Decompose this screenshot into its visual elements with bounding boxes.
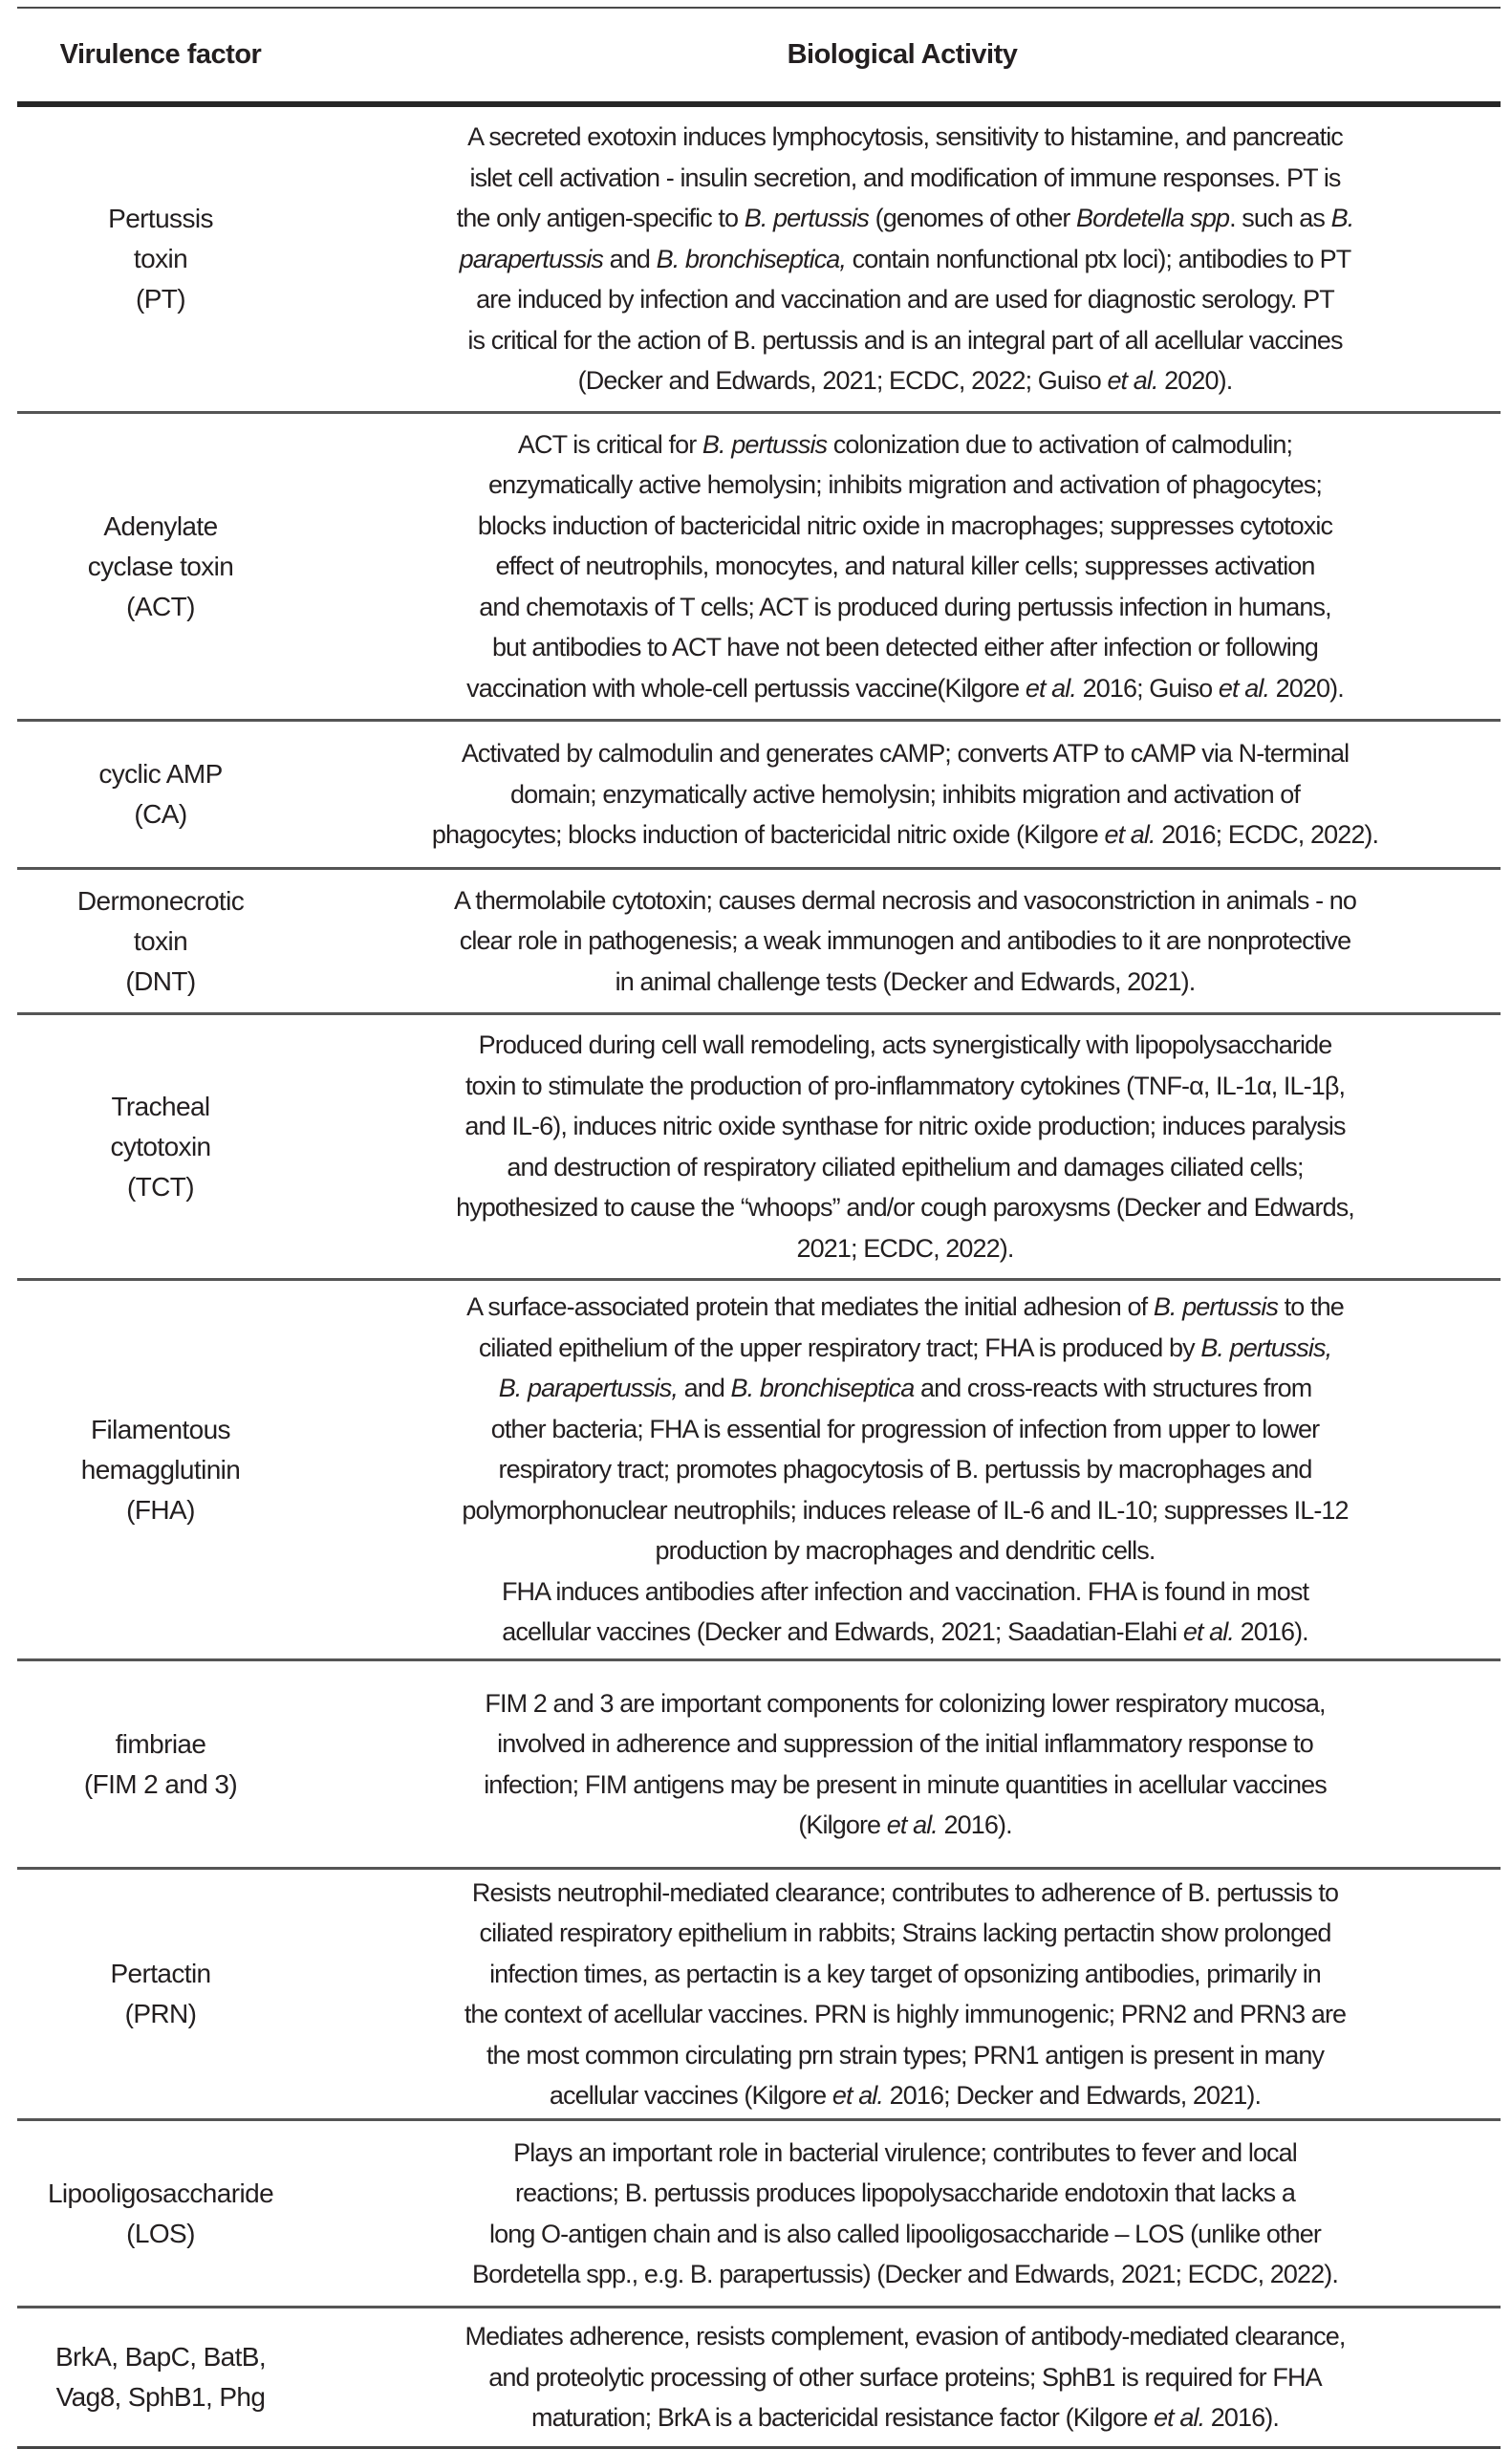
text: polymorphonuclear neutrophils; induces release of IL-6 and IL-10; suppresses IL-12 bbox=[462, 1495, 1349, 1525]
activity-line bbox=[310, 1723, 1501, 1765]
activity-line bbox=[310, 360, 1501, 401]
activity-line bbox=[310, 587, 1501, 628]
activity-line bbox=[310, 1409, 1501, 1450]
activity-line bbox=[310, 774, 1501, 815]
text: the most common circulating prn strain types; PRN1 antigen is present in many bbox=[486, 2040, 1325, 2070]
italic-text: B. pertussis bbox=[1153, 1292, 1279, 1322]
activity-line bbox=[310, 1025, 1501, 1066]
factor-name-line: cyclase toxin bbox=[87, 551, 234, 581]
activity-line bbox=[310, 668, 1501, 709]
table-row bbox=[17, 1015, 1501, 1278]
activity-line bbox=[310, 1913, 1501, 1954]
text: involved in adherence and suppression of the initial inflammatory response to bbox=[497, 1729, 1313, 1758]
text: blocks induction of bactericidal nitric oxide in macrophages; suppresses cytotoxic bbox=[477, 510, 1333, 540]
text: 2016; Decker and Edwards, 2021). bbox=[883, 2081, 1262, 2110]
factor-name-line: (FHA) bbox=[126, 1494, 195, 1525]
factor-name-line: Pertussis bbox=[108, 204, 213, 233]
italic-text: et al. bbox=[832, 2081, 884, 2110]
activity-line bbox=[310, 1228, 1501, 1269]
virulence-factor-cell bbox=[17, 507, 304, 627]
italic-text: Bordetella spp bbox=[1076, 204, 1230, 233]
factor-name-line: Dermonecrotic bbox=[76, 885, 245, 916]
text: enzymatically active hemolysin; inhibits migration and activation of phagocytes; bbox=[488, 470, 1322, 500]
activity-line bbox=[310, 546, 1501, 587]
text: and destruction of respiratory ciliated epithelium and damages ciliated cells; bbox=[507, 1152, 1304, 1181]
activity-line bbox=[310, 158, 1501, 199]
text: are induced by infection and vaccination and are used for diagnostic serology. PT bbox=[476, 285, 1334, 314]
text: to the bbox=[1278, 1292, 1344, 1322]
virulence-factor-cell bbox=[17, 2174, 304, 2254]
activity-line bbox=[310, 279, 1501, 320]
activity-line bbox=[310, 2357, 1501, 2398]
text: vaccination with whole-cell pertussis vaccine(Kilgore bbox=[466, 673, 1026, 703]
activity-line bbox=[310, 1571, 1501, 1613]
virulence-factor-cell bbox=[17, 881, 304, 1002]
text: clear role in pathogenesis; a weak immunogen and antibodies to it are nonprotective bbox=[459, 926, 1351, 956]
text: 2016; ECDC, 2022). bbox=[1155, 820, 1379, 850]
text: Resists neutrophil-mediated clearance; contributes to adherence of B. pertussis to bbox=[471, 1877, 1339, 1907]
factor-name-line: Adenylate bbox=[103, 510, 218, 541]
activity-line bbox=[310, 2133, 1501, 2174]
table-row bbox=[17, 2308, 1501, 2446]
text: and bbox=[677, 1374, 731, 1403]
activity-line bbox=[310, 2254, 1501, 2295]
text: (genomes of other bbox=[869, 204, 1077, 233]
activity-line bbox=[310, 1612, 1501, 1653]
activity-line bbox=[310, 1765, 1501, 1806]
table-row bbox=[17, 1661, 1501, 1867]
text: but antibodies to ACT have not been detected either after infection or following bbox=[491, 633, 1319, 662]
activity-line bbox=[310, 239, 1501, 280]
biological-activity-cell bbox=[304, 1287, 1501, 1653]
text: 2020). bbox=[1269, 673, 1344, 703]
italic-text: B. pertussis bbox=[702, 429, 828, 459]
activity-line bbox=[310, 1994, 1501, 2035]
activity-line bbox=[310, 1147, 1501, 1188]
text: islet cell activation - insulin secretion, and modification of immune responses. PT is bbox=[469, 163, 1341, 192]
factor-name-line: (FIM 2 and 3) bbox=[83, 1768, 238, 1799]
factor-name-line: (PRN) bbox=[124, 1999, 197, 2028]
italic-text: et al. bbox=[1218, 673, 1270, 703]
table-row bbox=[17, 2121, 1501, 2306]
italic-text: B. pertussis bbox=[744, 204, 870, 233]
text: Bordetella spp., e.g. B. parapertussis) (Decker and Edwards, 2021; ECDC, 2022). bbox=[472, 2260, 1338, 2288]
activity-line bbox=[310, 733, 1501, 774]
italic-text: B. parapertussis, bbox=[498, 1374, 678, 1403]
activity-line bbox=[310, 1328, 1501, 1369]
activity-line bbox=[310, 2075, 1501, 2116]
text: and proteolytic processing of other surface proteins; SphB1 is required for FHA bbox=[488, 2362, 1322, 2392]
text: Mediates adherence, resists complement, evasion of antibody-mediated clearance, bbox=[464, 2322, 1346, 2351]
italic-text: B. bronchiseptica bbox=[730, 1374, 915, 1403]
text: long O-antigen chain and is also called lipooligosaccharide – LOS (unlike other bbox=[489, 2219, 1321, 2248]
text: A surface-associated protein that mediates the initial adhesion of bbox=[466, 1292, 1154, 1322]
table-row bbox=[17, 414, 1501, 719]
factor-name-line: (TCT) bbox=[126, 1171, 195, 1202]
activity-line bbox=[310, 1066, 1501, 1107]
factor-name-line: cyclic AMP bbox=[98, 759, 223, 789]
factor-name-line: toxin bbox=[133, 244, 188, 273]
text: and chemotaxis of T cells; ACT is produced during pertussis infection in humans, bbox=[479, 592, 1331, 621]
text: infection times, as pertactin is a key target of opsonizing antibodies, primarily in bbox=[489, 1959, 1321, 1988]
factor-name-line: Lipooligosaccharide bbox=[47, 2178, 274, 2208]
text: FHA induces antibodies after infection and vaccination. FHA is found in most bbox=[501, 1576, 1309, 1606]
text: Plays an important role in bacterial virulence; contributes to fever and local bbox=[513, 2137, 1297, 2167]
factor-name-line: (ACT) bbox=[126, 591, 195, 621]
column-header-virulence-factor: Virulence factor bbox=[59, 39, 262, 70]
table-body bbox=[17, 107, 1501, 2449]
activity-line bbox=[310, 1530, 1501, 1571]
activity-line bbox=[310, 2035, 1501, 2076]
italic-text: et al. bbox=[1182, 1617, 1234, 1647]
virulence-factor-cell bbox=[17, 1724, 304, 1805]
table-row bbox=[17, 1870, 1501, 2118]
italic-text: et al. bbox=[886, 1810, 938, 1839]
text: 2016). bbox=[1204, 2403, 1279, 2433]
activity-line bbox=[310, 2397, 1501, 2438]
activity-line bbox=[310, 424, 1501, 466]
activity-line bbox=[310, 1106, 1501, 1147]
text: effect of neutrophils, monocytes, and natural killer cells; suppresses activation bbox=[495, 552, 1315, 581]
factor-name-line: (DNT) bbox=[125, 965, 196, 996]
biological-activity-cell bbox=[304, 733, 1501, 856]
text: is critical for the action of B. pertussis and is an integral part of all acellular vaccines bbox=[467, 325, 1343, 355]
text: hypothesized to cause the “whoops” and/or cough paroxysms (Decker and Edwards, bbox=[456, 1193, 1354, 1222]
factor-name-line: cytotoxin bbox=[110, 1131, 211, 1161]
virulence-factor-cell bbox=[17, 1410, 304, 1530]
text: toxin to stimulate the production of pro-inflammatory cytokines (TNF-α, IL-1α, IL-1β, bbox=[464, 1071, 1346, 1100]
activity-line bbox=[310, 2214, 1501, 2255]
activity-line bbox=[310, 1683, 1501, 1724]
activity-line bbox=[310, 320, 1501, 361]
activity-line bbox=[310, 1449, 1501, 1490]
text: Produced during cell wall remodeling, acts synergistically with lipopolysaccharide bbox=[478, 1030, 1332, 1059]
virulence-factor-cell bbox=[17, 1954, 304, 2034]
activity-line bbox=[310, 814, 1501, 856]
text: (Kilgore bbox=[798, 1810, 887, 1839]
virulence-factor-cell bbox=[17, 199, 304, 319]
text: A secreted exotoxin induces lymphocytosis, sensitivity to histamine, and pancreatic bbox=[467, 122, 1343, 152]
text: . such as bbox=[1229, 204, 1331, 233]
activity-line bbox=[310, 921, 1501, 962]
activity-line bbox=[310, 117, 1501, 158]
factor-name-line: BrkA, BapC, BatB, bbox=[54, 2342, 267, 2372]
biological-activity-cell bbox=[304, 424, 1501, 709]
text: 2020). bbox=[1157, 366, 1233, 396]
italic-text: et al. bbox=[1104, 820, 1156, 850]
text: Activated by calmodulin and generates cAMP; converts ATP to cAMP via N-terminal bbox=[461, 739, 1350, 769]
factor-name-line: Tracheal bbox=[111, 1091, 210, 1121]
activity-line bbox=[310, 1873, 1501, 1914]
text: 2016). bbox=[937, 1810, 1012, 1839]
text: 2021; ECDC, 2022). bbox=[796, 1233, 1014, 1263]
text: acellular vaccines (Decker and Edwards, 2021; Saadatian-Elahi bbox=[502, 1617, 1183, 1647]
table-header-row bbox=[17, 9, 1501, 101]
text: in animal challenge tests (Decker and Edwards, 2021). bbox=[615, 966, 1196, 996]
text: respiratory tract; promotes phagocytosis of B. pertussis by macrophages and bbox=[498, 1455, 1312, 1485]
biological-activity-cell bbox=[304, 117, 1501, 401]
biological-activity-cell bbox=[304, 2133, 1501, 2295]
biological-activity-cell bbox=[304, 1683, 1501, 1846]
virulence-factor-cell bbox=[17, 754, 304, 834]
biological-activity-cell bbox=[304, 1873, 1501, 2116]
activity-line bbox=[310, 2316, 1501, 2357]
factor-name-line: hemagglutinin bbox=[80, 1454, 241, 1485]
factor-name-line: Filamentous bbox=[91, 1414, 230, 1444]
text: (Decker and Edwards, 2021; ECDC, 2022; Guiso bbox=[577, 366, 1108, 396]
italic-text: B. pertussis, bbox=[1200, 1333, 1332, 1362]
text: 2016). bbox=[1234, 1617, 1308, 1647]
factor-name-line: Pertactin bbox=[110, 1959, 211, 1988]
text: colonization due to activation of calmodulin; bbox=[827, 429, 1293, 459]
virulence-factor-table bbox=[17, 7, 1501, 2449]
text: the context of acellular vaccines. PRN is highly immunogenic; PRN2 and PRN3 are bbox=[464, 2000, 1347, 2028]
italic-text: B. bronchiseptica, bbox=[656, 244, 847, 273]
text: 2016; Guiso bbox=[1076, 673, 1219, 703]
biological-activity-cell bbox=[304, 2316, 1501, 2438]
table-row bbox=[17, 722, 1501, 867]
virulence-factor-cell bbox=[17, 2337, 304, 2417]
factor-name-line: fimbriae bbox=[115, 1728, 206, 1759]
biological-activity-cell bbox=[304, 1025, 1501, 1268]
text: acellular vaccines (Kilgore bbox=[549, 2081, 832, 2110]
italic-text: B. bbox=[1330, 204, 1354, 233]
factor-name-line: (PT) bbox=[135, 284, 186, 314]
virulence-factor-cell bbox=[17, 1087, 304, 1207]
activity-line bbox=[310, 1187, 1501, 1228]
text: ciliated respiratory epithelium in rabbits; Strains lacking pertactin show prolonged bbox=[479, 1918, 1331, 1947]
text: ciliated epithelium of the upper respiratory tract; FHA is produced by bbox=[478, 1333, 1201, 1362]
text: and cross-reacts with structures from bbox=[914, 1374, 1312, 1403]
table-row bbox=[17, 1281, 1501, 1658]
activity-line bbox=[310, 1368, 1501, 1409]
text: contain nonfunctional ptx loci); antibodies to PT bbox=[846, 244, 1351, 273]
factor-name-line: Vag8, SphB1, Phg bbox=[55, 2382, 266, 2412]
text: A thermolabile cytotoxin; causes dermal necrosis and vasoconstriction in animals - no bbox=[454, 885, 1356, 915]
activity-line bbox=[310, 1805, 1501, 1846]
text: reactions; B. pertussis produces lipopolysaccharide endotoxin that lacks a bbox=[515, 2178, 1295, 2207]
italic-text: et al. bbox=[1154, 2403, 1205, 2433]
text: FIM 2 and 3 are important components for colonizing lower respiratory mucosa, bbox=[485, 1688, 1326, 1718]
italic-text: et al. bbox=[1107, 366, 1158, 396]
text: phagocytes; blocks induction of bactericidal nitric oxide (Kilgore bbox=[431, 820, 1105, 850]
biological-activity-cell bbox=[304, 880, 1501, 1003]
activity-line bbox=[310, 506, 1501, 547]
column-header-biological-activity: Biological Activity bbox=[787, 39, 1018, 70]
text: and IL-6), induces nitric oxide synthase for nitric oxide production; induces paralysis bbox=[464, 1112, 1346, 1140]
activity-line bbox=[310, 1954, 1501, 1995]
activity-line bbox=[310, 198, 1501, 239]
activity-line bbox=[310, 1287, 1501, 1328]
factor-name-line: (CA) bbox=[134, 799, 187, 829]
text: domain; enzymatically active hemolysin; inhibits migration and activation of bbox=[509, 779, 1301, 809]
text: other bacteria; FHA is essential for progression of infection from upper to lower bbox=[490, 1414, 1320, 1443]
activity-line bbox=[310, 880, 1501, 921]
factor-name-line: toxin bbox=[133, 925, 188, 956]
activity-line bbox=[310, 962, 1501, 1003]
text: maturation; BrkA is a bactericidal resistance factor (Kilgore bbox=[531, 2403, 1155, 2433]
text: ACT is critical for bbox=[517, 429, 702, 459]
activity-line bbox=[310, 1490, 1501, 1531]
text: infection; FIM antigens may be present in minute quantities in acellular vaccines bbox=[484, 1769, 1327, 1799]
factor-name-line: (LOS) bbox=[126, 2218, 195, 2248]
table-row bbox=[17, 107, 1501, 411]
table-row bbox=[17, 870, 1501, 1012]
italic-text: parapertussis bbox=[459, 244, 604, 273]
activity-line bbox=[310, 2173, 1501, 2214]
text: production by macrophages and dendritic cells. bbox=[655, 1536, 1156, 1566]
text: the only antigen-specific to bbox=[456, 204, 745, 233]
italic-text: et al. bbox=[1025, 673, 1076, 703]
text: and bbox=[603, 244, 657, 273]
activity-line bbox=[310, 465, 1501, 506]
activity-line bbox=[310, 627, 1501, 668]
